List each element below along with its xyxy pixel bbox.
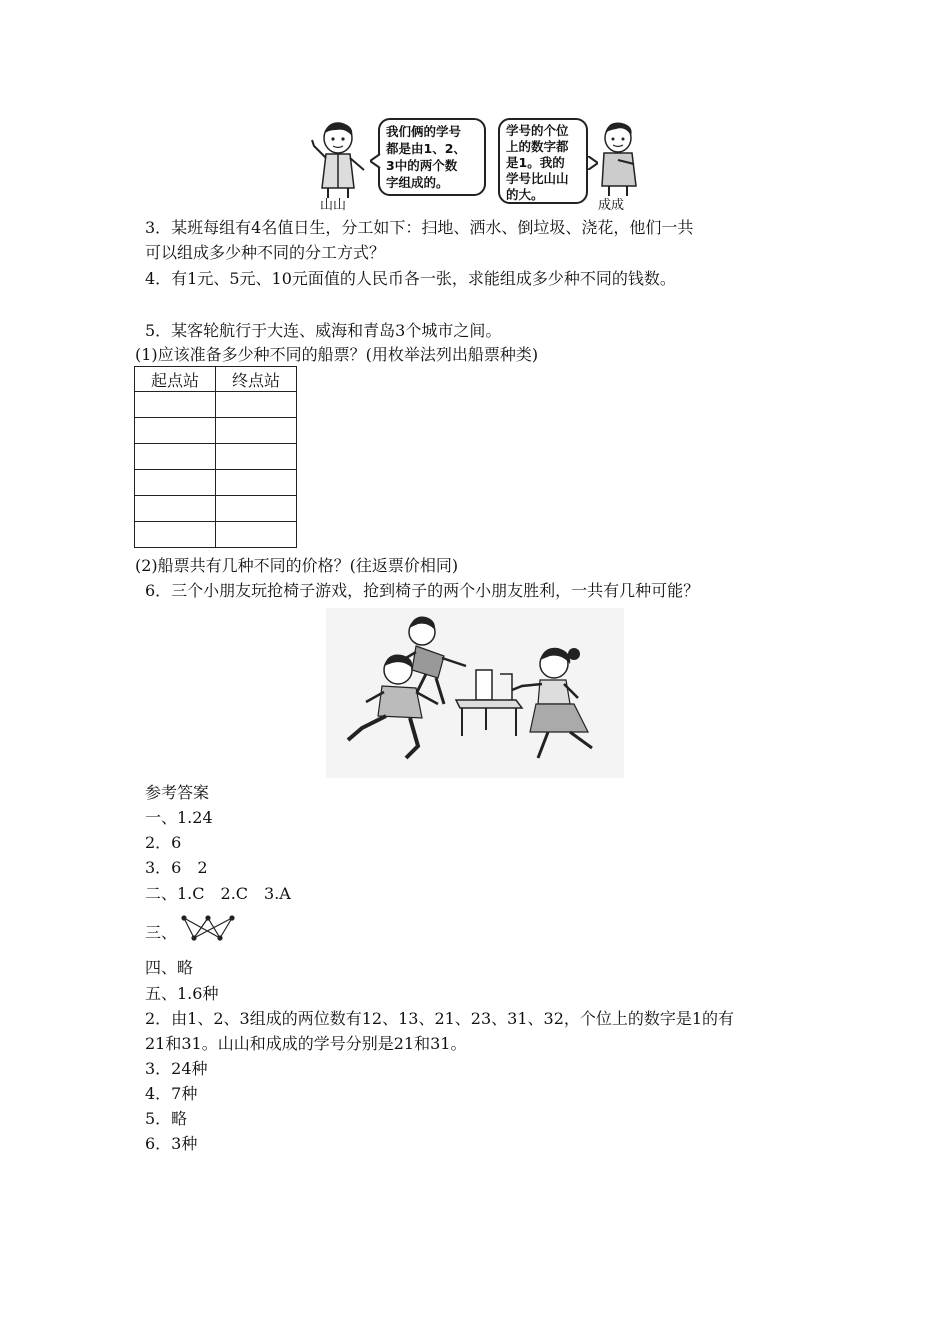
table-cell[interactable] bbox=[216, 418, 297, 444]
table-row bbox=[135, 444, 297, 470]
header-end-station: 终点站 bbox=[216, 367, 297, 392]
chengcheng-name: 成成 bbox=[598, 198, 625, 213]
chengcheng-speech-bubble: 学号的个位 上的数字都 是1。我的 学号比山山 的大。 bbox=[498, 118, 588, 204]
answer-5-6: 6．3种 bbox=[145, 1134, 198, 1153]
question-3-line-2: 可以组成多少种不同的分工方式？ bbox=[145, 243, 386, 262]
table-row bbox=[135, 392, 297, 418]
table-cell[interactable] bbox=[135, 522, 216, 548]
table-cell[interactable] bbox=[216, 522, 297, 548]
answer-5-4: 4．7种 bbox=[145, 1084, 198, 1103]
answer-2: 二、1.C 2.C 3.A bbox=[145, 884, 291, 903]
boy-shanshan-figure bbox=[308, 120, 370, 198]
bubble-tail-left bbox=[370, 154, 382, 168]
shanshan-speech-bubble: 我们俩的学号 都是由1、2、 3中的两个数 字组成的。 bbox=[378, 118, 486, 196]
table-cell[interactable] bbox=[216, 392, 297, 418]
answer-1-2: 2．6 bbox=[145, 833, 182, 852]
answer-4: 四、略 bbox=[145, 958, 194, 977]
table-row bbox=[135, 470, 297, 496]
answer-1-3: 3．6 2 bbox=[145, 858, 208, 877]
table-cell[interactable] bbox=[216, 470, 297, 496]
question-4: 4．有1元、5元、10元面值的人民币各一张，求能组成多少种不同的钱数。 bbox=[145, 269, 676, 288]
table-cell[interactable] bbox=[216, 444, 297, 470]
table-cell[interactable] bbox=[135, 392, 216, 418]
chair-game-illustration bbox=[326, 608, 624, 778]
boy-chengcheng-figure bbox=[594, 120, 644, 196]
answers-title: 参考答案 bbox=[145, 783, 210, 802]
table-cell[interactable] bbox=[135, 470, 216, 496]
children-chairs-drawing bbox=[326, 608, 624, 778]
answer-5-5: 5．略 bbox=[145, 1109, 188, 1128]
question-5: 5．某客轮航行于大连、威海和青岛3个城市之间。 bbox=[145, 321, 502, 340]
question-5-part-2: (2)船票共有几种不同的价格？(往返票价相同) bbox=[135, 556, 459, 575]
answer-5-2-line-1: 2．由1、2、3组成的两位数有12、13、21、23、31、32，个位上的数字是1的有 bbox=[145, 1009, 735, 1028]
answer-5-1: 五、1.6种 bbox=[145, 984, 219, 1003]
answer-5-3: 3．24种 bbox=[145, 1059, 208, 1078]
table-cell[interactable] bbox=[135, 496, 216, 522]
question-5-part-1: (1)应该准备多少种不同的船票？(用枚举法列出船票种类) bbox=[135, 345, 539, 364]
question-3-line-1: 3．某班每组有4名值日生，分工如下：扫地、洒水、倒垃圾、浇花，他们一共 bbox=[145, 218, 694, 237]
table-cell[interactable] bbox=[135, 418, 216, 444]
table-cell[interactable] bbox=[135, 444, 216, 470]
shanshan-name: 山山 bbox=[320, 198, 347, 213]
ticket-table bbox=[134, 366, 297, 548]
answer-1-1: 一、1.24 bbox=[145, 808, 213, 827]
table-cell[interactable] bbox=[216, 496, 297, 522]
header-start-station: 起点站 bbox=[135, 367, 216, 392]
question-6: 6．三个小朋友玩抢椅子游戏，抢到椅子的两个小朋友胜利，一共有几种可能？ bbox=[145, 581, 700, 600]
answer-5-2-line-2: 21和31。山山和成成的学号分别是21和31。 bbox=[145, 1034, 467, 1053]
answer-3-label: 三、 bbox=[145, 923, 178, 942]
matching-lines-diagram bbox=[180, 912, 238, 942]
dialogue-illustration bbox=[308, 118, 644, 214]
table-row bbox=[135, 522, 297, 548]
table-row bbox=[135, 418, 297, 444]
table-row bbox=[135, 496, 297, 522]
